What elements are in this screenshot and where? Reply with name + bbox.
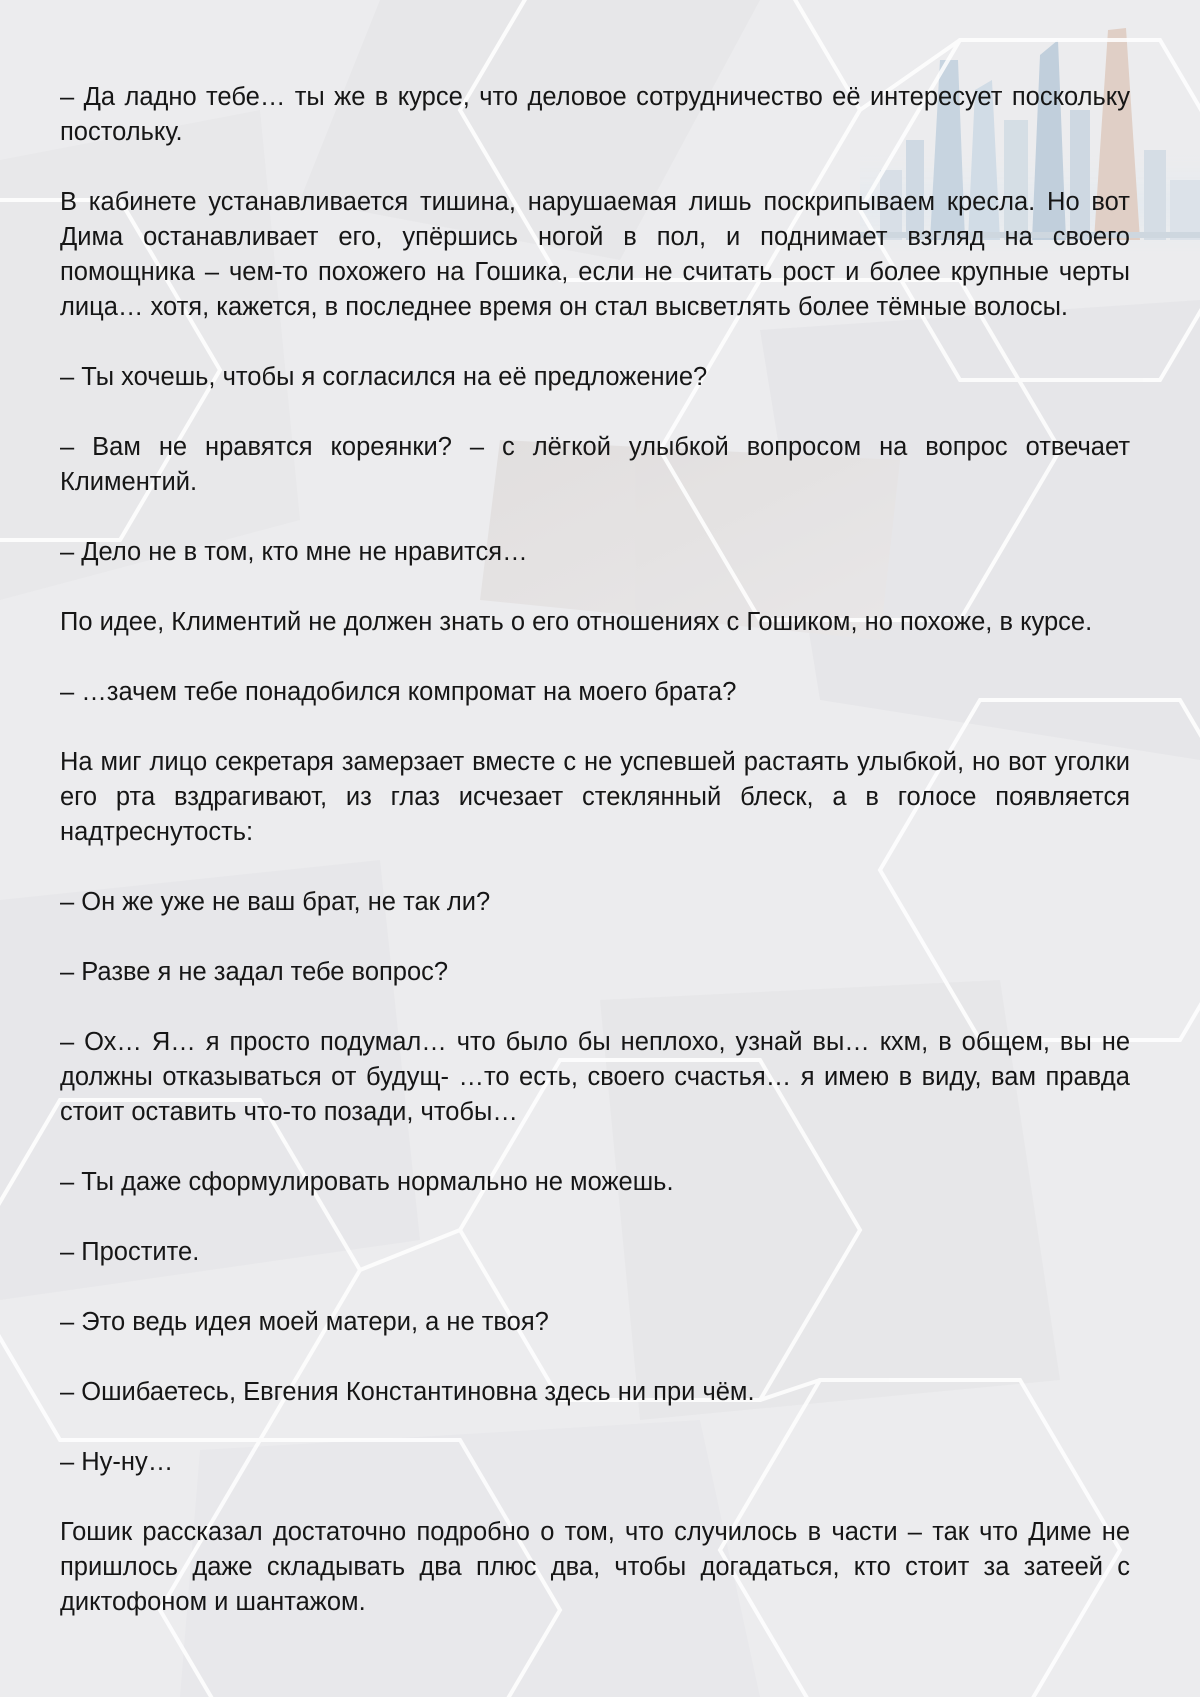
paragraph-6: По идее, Климентий не должен знать о его отношениях с Гошиком, но похоже, в курсе. (60, 608, 1093, 636)
paragraph-14: – Это ведь идея моей матери, а не твоя? (60, 1308, 549, 1336)
paragraph-7: – …зачем тебе понадобился компромат на моего брата? (60, 678, 737, 706)
paragraph-11: – Ох… Я… я просто подумал… что было бы неплохо, узнай вы… кхм, в общем, вы не должны отказываться от будущ- …то есть, своего счастья… я имею в виду, вам правда стоит оставить что-то позади, чтобы… (60, 1028, 1130, 1126)
paragraph-13: – Простите. (60, 1238, 200, 1266)
paragraph-3: – Ты хочешь, чтобы я согласился на её предложение? (60, 363, 708, 391)
paragraph-16: – Ну-ну… (60, 1448, 174, 1476)
paragraph-5: – Дело не в том, кто мне не нравится… (60, 538, 528, 566)
paragraph-1: – Да ладно тебе… ты же в курсе, что деловое сотрудничество её интересует поскольку постольку. (60, 83, 1130, 146)
paragraph-15: – Ошибаетесь, Евгения Константиновна здесь ни при чём. (60, 1378, 755, 1406)
paragraph-9: – Он же уже не ваш брат, не так ли? (60, 888, 491, 916)
document-body (60, 80, 1130, 1655)
paragraph-17: Гошик рассказал достаточно подробно о том, что случилось в части – так что Диме не пришлось даже складывать два плюс два, чтобы догадаться, кто стоит за затеей с диктофоном и шантажом. (60, 1518, 1130, 1616)
paragraph-2: В кабинете устанавливается тишина, нарушаемая лишь поскрипываем кресла. Но вот Дима останавливает его, упёршись ногой в пол, и поднимает взгляд на своего помощника – чем-то похожего на Гошика, если не считать рост и более крупные черты лица… хотя, кажется, в последнее время он стал высветлять более тёмные волосы. (60, 188, 1130, 321)
paragraph-12: – Ты даже сформулировать нормально не можешь. (60, 1168, 674, 1196)
paragraph-10: – Разве я не задал тебе вопрос? (60, 958, 449, 986)
paragraph-4: – Вам не нравятся кореянки? – с лёгкой улыбкой вопросом на вопрос отвечает Климентий. (60, 433, 1130, 496)
paragraph-8: На миг лицо секретаря замерзает вместе с не успевшей растаять улыбкой, но вот уголки его рта вздрагивают, из глаз исчезает стеклянный блеск, а в голосе появляется надтреснутость: (60, 748, 1130, 846)
